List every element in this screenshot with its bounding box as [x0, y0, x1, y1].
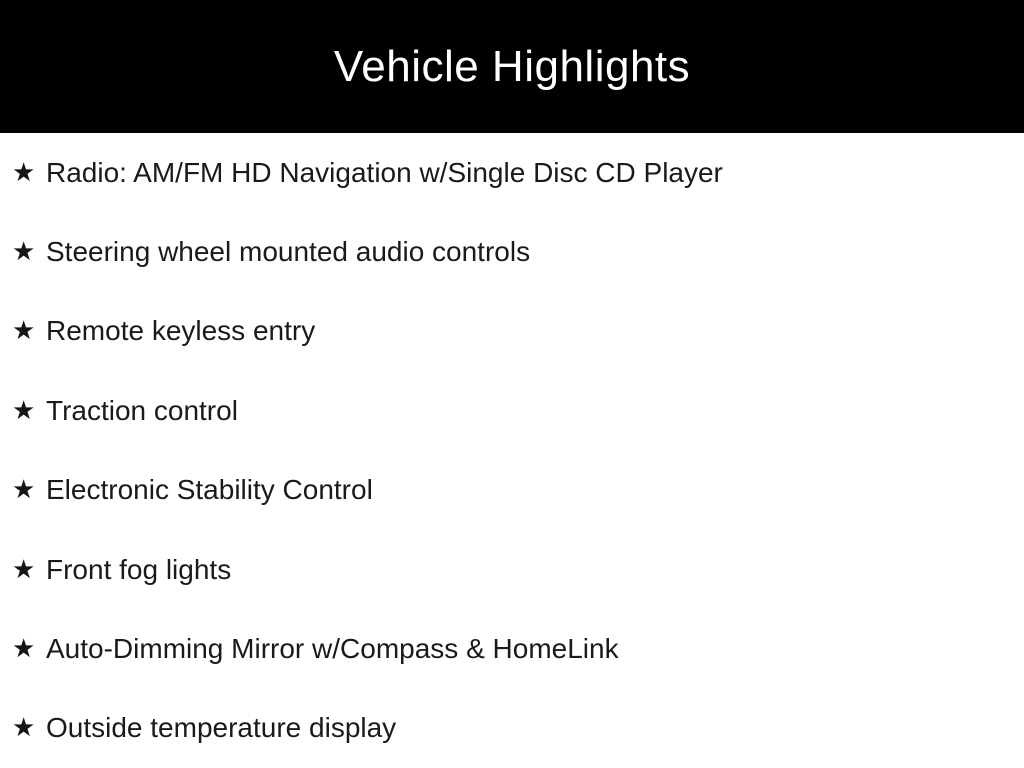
star-bullet-icon: ★ — [12, 316, 36, 347]
highlight-text: Outside temperature display — [46, 712, 397, 744]
list-item — [0, 451, 1024, 530]
list-item — [0, 609, 1024, 688]
highlight-text: Front fog lights — [46, 553, 232, 585]
highlight-text: Electronic Stability Control — [46, 474, 373, 506]
list-item — [0, 292, 1024, 371]
list-item — [0, 212, 1024, 291]
highlight-text: Traction control — [46, 394, 238, 426]
page-title: Vehicle Highlights — [333, 41, 691, 91]
slide-header — [0, 0, 1024, 133]
star-bullet-icon: ★ — [12, 395, 36, 426]
star-bullet-icon: ★ — [12, 157, 36, 188]
highlight-text: Remote keyless entry — [46, 315, 316, 347]
list-item — [0, 689, 1024, 768]
highlights-list — [0, 133, 1024, 768]
list-item — [0, 530, 1024, 609]
highlight-text: Steering wheel mounted audio controls — [46, 236, 531, 268]
star-bullet-icon: ★ — [12, 713, 36, 744]
highlight-text: Auto-Dimming Mirror w/Compass & HomeLink — [46, 632, 619, 664]
star-bullet-icon: ★ — [12, 554, 36, 585]
star-bullet-icon: ★ — [12, 475, 36, 506]
list-item — [0, 371, 1024, 450]
highlight-text: Radio: AM/FM HD Navigation w/Single Disc CD Player — [46, 156, 723, 188]
star-bullet-icon: ★ — [12, 633, 36, 664]
list-item — [0, 133, 1024, 212]
star-bullet-icon: ★ — [12, 237, 36, 268]
